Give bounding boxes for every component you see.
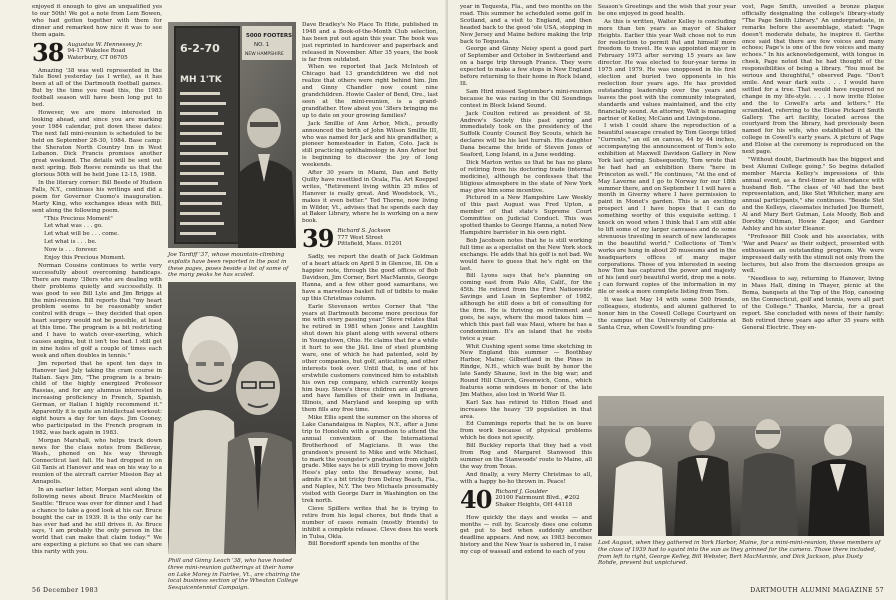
paragraph: Ed Cummings reports that he is on leave from work because of physical problems which he does not specify. [460, 421, 592, 442]
photo-mountain-climber [168, 22, 296, 248]
correspondent-street: 20100 Fairmount Blvd., #202 [495, 495, 580, 502]
caption-leach-couple: Phill and Ginny Leach '38, who have hosted three mini-reunion gatherings at their home on Lake Morey in Fairlee, Vt., are chairing the local business section of the Wheaton College Sesquicentennial Campaign. [168, 558, 300, 592]
board-text: MH 1'TK [180, 75, 222, 85]
photo-class-1939-group-image [598, 396, 884, 536]
poem-line: Now is . . . forever. [44, 247, 98, 254]
paragraph: In an earlier letter, Morgan sent along the following news about Bruce MacMeekin of Seattle: "Bruce was over for dinner and I had a chance to take a good look at his car. Bruce bought the car in 1939. It is the only car he has ever had and he still drives it. As Bruce says, 'I am probably the only person in the world that can make that claim today.'" We are expecting a picture so that we can share this rarity with you. [32, 487, 162, 556]
page-folio-left: 56 December 1983 [32, 587, 99, 594]
paragraph: In the literary corner: Bill Beede of Hudson Falls, N.Y., continues his writings and did a poem for Governor Cuomo's inauguration. Marty King, who exchanges ideas with Bill, sent along the following poem. [32, 180, 162, 214]
correspondent-city: Pittsfield, Mass. 01201 [337, 241, 403, 248]
paragraph: "Professor Bill Cook and his associates, with 'War and Peace' as their subject, presented with enthusiasm an outstanding program. We were impressed daily with the stimuli not only from the lectures, but also from the discussion groups as well. [742, 233, 884, 275]
board-text: NEW HAMPSHIRE [245, 52, 284, 57]
paragraph: And finally, a very Merry Christmas to all, with a happy ho-ho thrown in. Peace! [460, 471, 592, 485]
class-40-header [460, 484, 592, 514]
photo-class-1939-group [598, 396, 884, 536]
class-correspondent-address [495, 489, 579, 509]
board-text: 5000 FOOTERS [246, 33, 293, 39]
paragraph: George and Ginny Neisy spent a good part of September and October in Switzerland and on a barge trip through France. They were expected to make a few stops in New England before returning to their home in Rock Island, Ill. [460, 46, 592, 87]
left-column-3 [302, 22, 438, 588]
class-correspondent-address [337, 228, 402, 248]
paragraph: vost, Page Smith, unveiled a bronze plaque officially designating the college's library-study "The Page Smith Library." An undergraduate, in remarks before the assemblage, stated: "Page doesn't moderate debate, he inspires it. Gerthe once said that there are few voices and many echoes; Page's is one of the few voices and many echoes." In his acknowledgement, with tongue in cheek, Page noted that he had thought of the responsibilities of being a library. "You must be serious and thoughtful," observed Page. "Don't smile. And wear dark suits . . . I would have settled for a tree. That would have required no change in my life-style. . . . I now invite Eloise and the to Cowell's arts and letters." He scrambled, referring to the Eloise Pickard Smith Gallery. The art facility, located across the courtyard from the library, had previously been named for his wife, who established it at the college in Cowell's early years. A picture of Page and Eloise at the ceremony is reproduced on the next page. [742, 4, 884, 156]
paragraph: "Without doubt, Dartmouth has the biggest and best Alumni College going." So begins detailed member Marcia Kelley's impressions of this annual event, as a first-timer in attendance with husband Bob. "The class of '40 had the best representation, and, like Stet Whitcher, many are annual participants," she continues. "Beside Stet and the Kelleys, classmates included Joe Burnett, Al and Mary Bert Gutman, Lois Moody, Bob and Dorothy Ottman, Howie Zagor, and Gardner Ashley and his sister Eleanor. [742, 156, 884, 232]
paragraph: Bill Buckley reports that they had a visit from Rog and Margaret Stanwood this summer on the Stanwoods' route to Maine, all the way from Texas. [460, 443, 592, 470]
paragraph: Dave Bradley's No Place To Hide, published in 1948 and a Book-of-the-Month Club selection, has been put out again this year. The book was just reprinted in hardcover and paperback and released in November. After 35 years, the book is far from outdated. [302, 22, 438, 63]
paragraph: When we reported that Jack McIntosh of Chicago had 13 grandchildren we did not realize that others were right behind him. Jim and Ginny Chandler now count nine grandchildren. Howie Casler of Bend, Ore., last seen at the mini-reunion, is a grand-grandfather. How about you '38ers bringing me up to date on your growing families? [302, 64, 438, 119]
paragraph: Sadly, we report the death of Jack Goldman of a heart attack on April 5 in Glencoe, Ill. On a happier note, through the good offices of Bob Davidson, Jim Corner, Bert MacMannis, George Hanna, and a few other good samaritans, we have a marvelous basket full of tidbits to make up this Christmas column. [302, 254, 438, 302]
board-text: NO. 1 [254, 42, 270, 48]
caption-class-1939-group: Last August, when they gathered in York Harbor, Maine, for a mini-mini-reunion, these members of the class of 1939 had to squint into the sun as they grinned for the camera. Those there included, from left to right, George Kelley, Bill Webster, Bert MacMannis, and Dick Jackson, plus Dusty Rohde, prevent but unpictured. [598, 540, 881, 567]
paragraph: Mike Ellis spent the summer on the shores of Lake Canandaigua in Naples, N.Y., after a June trip to Honolulu with a grandson to attend the annual convention of the International Brotherhood of Magicians. It was the grandson's present to Mike and wife Michael, to mark the youngster's graduation from eighth grade. Mike says he is still trying to move John Hess's play onto the Broadway scene, but admits it's a bit tricky from Delray Beach, Fla., and Naples, N.Y. The two Michaels presumably visited with George Darr in Washington on the trek north. [302, 415, 438, 504]
poem-line: "This Precious Moment" [44, 215, 113, 222]
paragraph: Jim reported that he spent ten days in Hanover last July taking the cram course in Italian. Says Jim, "The program is a brain-child of the highly energized Professor Rassias, and for any alumnus interested in increasing proficiency in French, Spanish, German, or Italian I highly recommend it." Apparently it is quite an intellectual workout: eight hours a day for ten days. Jim Cooney, who participated in the French program in 1982, was back again in 1983. [32, 360, 162, 436]
right-column-2 [598, 4, 736, 388]
paragraph: How quickly the days and weeks — and months — roll by. Scarcely does one column get put to bed when suddenly another deadline appears. And now, as 1983 becomes history and the New Year is ushered in, I raise my cup of wassail and extend to each of you [460, 514, 592, 556]
photo-leach-couple [168, 282, 296, 554]
photo-mountain-climber-image [168, 22, 296, 248]
class-number: 38 [32, 37, 64, 67]
poem-line: Let what was . . . go. [44, 223, 103, 230]
intro-paragraph: enjoyed it enough to give an unqualified yes to our 50th! We got a note from Lem Bowen, who had gotten together with them for dinner and remarked how nice it was to see them again. [32, 4, 162, 38]
correspondent-street: 777 West Street [337, 234, 383, 241]
paragraph: Jack Coulton retired as president of St. Andrew's Society this past spring and immediately took on the presidency of the Suffolk County Council Boy Scouts, which he declares will be his last hurrah. His daughter Dana became the bride of Steven Jones of Seaford, Long Island, in a June wedding. [460, 110, 592, 159]
caption-mountain-climber: Joe Tardiff '37, whose mountain-climbing exploits have been reported in the past in these pages, poses beside a list of some of the many peaks he has scaled. [168, 252, 289, 279]
right-page [448, 0, 896, 600]
paragraph: Amazing '38 was well represented in the Yale Bowl yesterday (as I write), as it has been at all of the Dartmouth football games. But by the time you read this, the 1983 football season will have been long put to bed. [32, 67, 162, 109]
correspondent-city: Waterbury, CT 06705 [67, 54, 128, 61]
class-38-header [32, 37, 162, 67]
class-number: 40 [460, 484, 492, 514]
paragraph: Season's Greetings and the wish that your year be one enjoyed in good health. [598, 4, 736, 17]
left-column-1 [32, 4, 162, 586]
correspondent-name: Richard S. Jackson [337, 228, 391, 235]
paragraph: I wish I could share the reproduction of a beautiful seascape created by Tom George titled "Currents," an oil on canvas, 44 by 44 inches, accompanying the announcement of Tom's solo exhibition at Maxwell Davidson Gallery in New York last spring. Subsequently, Tom wrote that he had had an exhibition there "here in Princeton as well." He continues, "At the end of May Laverne and I go to Norway for our 18th summer there, and on September 1 I will have a month in Giverny where I have permission to paint in Monet's garden. This is an exciting prospect and I have hopes that I can do something worthy of this exquisite setting. I knock on wood when I think that I am still able to lift some of my larger canvases and do some strenuous traveling in search of new landscapes in the beautiful world." Collections of Tom's works are hung in about 20 museums and in the headquarters offices of many major corporations. Those of you interested in seeing how Tom has captured the power and majesty of his (and our) beautiful world, drop me a note. I can forward copies of the information in my file or seek a more complete listing from Tom. [598, 123, 736, 296]
right-column-3 [742, 4, 884, 388]
paragraph: Norman Cousins continues to write very successfully about overcoming handicaps. There are many '38ers who are dealing with their problems quietly and successfully. It was good to see Bill Lyle and Jim Briggs at the mini-reunion. Bill reports that "my heart problem seems to be reasonably under control with drugs — they decided that open heart surgery would not be possible, at least at this time. The program is a bit restricting and I have to watch over-exerting, which causes angina, but it isn't too bad. I still get in nine holes of golf a couple of times each week and often doubles in tennis." [32, 263, 162, 359]
poem-line: Let what is . . . be. [44, 239, 97, 246]
class-number: 39 [302, 224, 334, 254]
right-column-1 [460, 4, 592, 586]
paragraph: year in Tequesta, Fla., and two months on the road. This summer he scheduled some golf in Scotland, and a visit to England, and then headed back to the good 'ole USA, stopping in New Jersey and Maine before making the trip back to Tequesta. [460, 4, 592, 45]
paragraph: "Needless to say, returning to Hanover, living in Mass Hall, dining in Thayer, picnic at the Bema, banquets at the Top of the Hop, canoeing on the Connecticut, golf and tennis, were all part of the College." Thanks, Marcia, for a great report. She concluded with news of their family: Bob retired three years ago after 35 years with General Electric. They en- [742, 276, 884, 331]
photo-leach-couple-image [168, 282, 296, 554]
paragraph: Whit Cushing spent some time sketching in New England this summer — Boothbay Harbor, Maine; Gilbertland in the Pines in Rindge, N.H., which was built by honor the late Sandy Shaune, lost in the big war; and Round Hill Church, Greenwich, Conn., which features some windows in honor of the late Jim Mathes, also lost in World War II. [460, 343, 592, 398]
paragraph: Bill Lyons says that he's planning on coming east from Palo Alto, Calif., for the 45th. He retired from the First Nationwide Savings and Loan in September of 1982, although he still does a bit of consulting for the firm. He is thriving on retirement and goes, he says, where the mood takes him — which this past fall was Maui, where he has a condominium. It's an island that he visits twice a year. [460, 273, 592, 342]
poem-line: Let what will be . . . come. [44, 231, 119, 238]
poem-line: Enjoy this Precious Moment. [44, 255, 126, 262]
paragraph: After 30 years in Miami, Dan and Betty Quilty have resettled in Ocala, Fla. Art Koeppel writes, "Retirement living within 25 miles of Hanover is really great. And Woodstock, Vt., makes it even better." Ted Thorne, now living in Wilder, Vt., advises that he spends each day at Baker Library, where he is working on a new book. [302, 170, 438, 225]
paragraph: Earle Stevenson writes Corner that "the years at Dartmouth become more precious for me with every passing year." Steve relates that he retired in 1981 when Jones and Laughlin shut down his plant along with several others in Youngstown, Ohio. He claims that for a while it hurt to see the J&L line of steel plumbing ware, one of which he had patented, sold by other companies, but golf, anticating, and other interests took over. Until that, is one of his erstwhile customers convinced him to establish his own rep company, which currently keeps him busy. Steve's three children are all grown and have families of their own in Indiana, Illinois, and Maryland and keeping up with them fills any free time. [302, 303, 438, 414]
paragraph: Dick Marton writes us that he has no plans of retiring from his doctoring trade (internal medicine), although he confesses that the litigious atmosphere in the state of New York may give him some incentive. [460, 159, 592, 194]
correspondent-street: 94-17 Wakelee Road [67, 48, 126, 55]
class-39-header [302, 224, 438, 254]
paragraph: However, we are more interested in looking ahead, and since you are marking your 1984 calendar, put down these dates: The next fall mini-reunion is scheduled to be held on September 28-30, 1984. Base camp: the Sheraton North Country Inn in West Lebanon. Dick Francis promises another great weekend. The details will be sent out next spring. Bob Reeve reminds us that the glorious 50th will be held June 12-15, 1988. [32, 109, 162, 179]
paragraph: Jack Smillie of Ann Arbor, Mich., proudly announced the birth of John Wilson Smillie III, who was named for Jack and his grandfather, a pioneer homesteader in Eaton, Colo. Jack is still practicing ophthalmology in Ann Arbor but is beginning to discover the joy of long weekends. [302, 120, 438, 169]
paragraph: Cleve Spillers writes that he is trying to retire from his legal chores, but finds that a number of cases remain (mostly friends) to inhibit a complete release. Cleve does his work in Tulsa, Okla. [302, 505, 438, 540]
paragraph: Sam Hird missed September's mini-reunion because he was racing in the Oil Soundings contest in Block Island Sound. [460, 88, 592, 109]
paragraph: Bob Jacobson notes that he is still working full time as a specialist on the New York stock exchange. He adds that his golf is not bad. We would have to guess that he's right on the last. [460, 237, 592, 272]
paragraph: Bill Borsdorff spends ten months of the [308, 541, 420, 548]
paragraph: Pictured in a New Hampshire Law Weekly of this past August was Fred Upton, a member of that state's Supreme Court Committee on Judicial Conduct. This was spotted thanks to George Hanna, a noted New Hampshire barrister in his own right. [460, 195, 592, 236]
paragraph: Karl Sax has retired to Hilton Head and increases the heavy '39 population in that area. [460, 399, 592, 420]
class-correspondent-address [67, 42, 142, 62]
page-folio-right: DARTMOUTH ALUMNI MAGAZINE 57 [750, 587, 884, 594]
paragraph: It was last May 14 with some 500 friends, colleagues, students, and alumni gathered to honor him in the Cowell College Courtyard on the campus of the University of California at Santa Cruz, when Cowell's founding pro- [598, 297, 736, 331]
correspondent-name: Richard J. Goulder [495, 488, 548, 495]
correspondent-name: Augustus W. Hennessey Jr. [67, 41, 143, 48]
correspondent-city: Shaker Heights, OH 44118 [495, 501, 573, 508]
paragraph: As this is written, Walter Kelley is concluding more than ten years as mayor of Shaker Heights. Earlier this year Walt chose not to run for reelection to permit Pat and himself more freedom to travel. He was appointed mayor in February 1973 after serving 15 years as law director. He was elected to four-year terms in 1975 and 1979. He was unopposed in his first election and buried two opponents in his reelection four years ago. He has provided outstanding leadership over the years and leaves the post with the community integrated, standards and values maintained, and the city financially sound. An attorney, Walt is managing partner of Kelley, McCann and Livingstone. [598, 18, 736, 122]
board-text: 6-2-70 [180, 42, 220, 55]
paragraph: Morgan Marshall, who helps track down news for the class notes from Bellevue, Wash., phoned on his way through Connecticut last fall. He had dropped in on Gil Tanis at Hanover and was on his way to a reunion of the aircraft carrier Mission Bay at Annapolis. [32, 437, 162, 486]
